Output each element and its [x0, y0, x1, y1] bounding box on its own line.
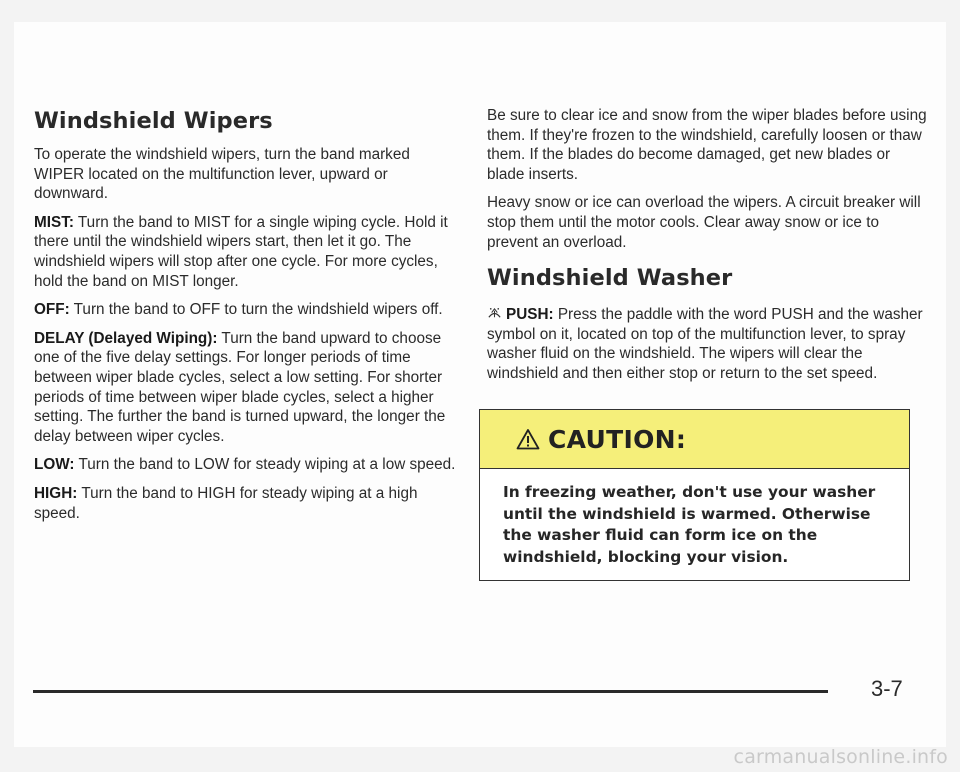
high-term: HIGH:	[34, 484, 78, 502]
washer-heading: Windshield Washer	[487, 265, 733, 292]
mist-term: MIST:	[34, 213, 74, 231]
clear-ice-paragraph: Be sure to clear ice and snow from the wiper blades before using them. If they're frozen to the windshield, carefully loosen or thaw them. If the blades do become damaged, get new blades or blade inserts.	[487, 107, 927, 183]
off-term: OFF:	[34, 301, 70, 319]
low-term: LOW:	[34, 456, 75, 474]
mist-text: Turn the band to MIST for a single wiping cycle. Hold it there until the windshield wipers start, then let it go. The windshield wipers will stop after one cycle. For more cycles, hold the band on MIST longer.	[34, 213, 448, 290]
off-text: Turn the band to OFF to turn the windshield wipers off.	[69, 301, 443, 319]
low-text: Turn the band to LOW for steady wiping at a low speed.	[74, 456, 456, 474]
wipers-intro: To operate the windshield wipers, turn the band marked WIPER located on the multifunction lever, upward or downward.	[34, 146, 410, 203]
off-paragraph	[34, 300, 464, 320]
right-column	[487, 106, 927, 393]
delay-text: Turn the band upward to choose one of the five delay settings. For longer periods of time between wiper blade cycles, select a low setting. For shorter periods of time between wiper blade cycles, select a higher setting. The further the band is turned upward, the longer the delay between wiper cycles.	[34, 329, 446, 445]
caution-body: In freezing weather, don't use your washer until the windshield is warmed. Otherwise the washer fluid can form ice on the windshield, blocking your vision.	[503, 483, 876, 566]
wipers-heading: Windshield Wipers	[34, 108, 273, 134]
warning-triangle-icon	[516, 428, 540, 450]
washer-spray-icon	[487, 306, 502, 321]
delay-paragraph	[34, 329, 464, 447]
push-text: Press the paddle with the word PUSH and the washer symbol on it, located on top of the multifunction lever, to spray washer fluid on the windshield. The wipers will clear the windshield and then either stop or return to the set speed.	[487, 306, 923, 382]
high-text: Turn the band to HIGH for steady wiping at a high speed.	[34, 484, 418, 522]
delay-term: DELAY (Delayed Wiping):	[34, 329, 218, 347]
overload-paragraph: Heavy snow or ice can overload the wipers. A circuit breaker will stop them until the motor cools. Clear away snow or ice to prevent an overload.	[487, 194, 921, 251]
caution-header	[480, 410, 909, 469]
caution-title-text: CAUTION:	[548, 424, 687, 454]
caution-box	[479, 409, 910, 581]
high-paragraph	[34, 484, 464, 523]
watermark: carmanualsonline.info	[733, 746, 948, 768]
left-column	[34, 108, 464, 532]
mist-paragraph	[34, 213, 464, 291]
footer-rule	[33, 690, 828, 693]
low-paragraph	[34, 455, 464, 475]
page-number: 3-7	[871, 676, 903, 701]
caution-title	[516, 425, 686, 454]
push-term: PUSH:	[506, 306, 554, 324]
push-paragraph	[487, 305, 927, 383]
